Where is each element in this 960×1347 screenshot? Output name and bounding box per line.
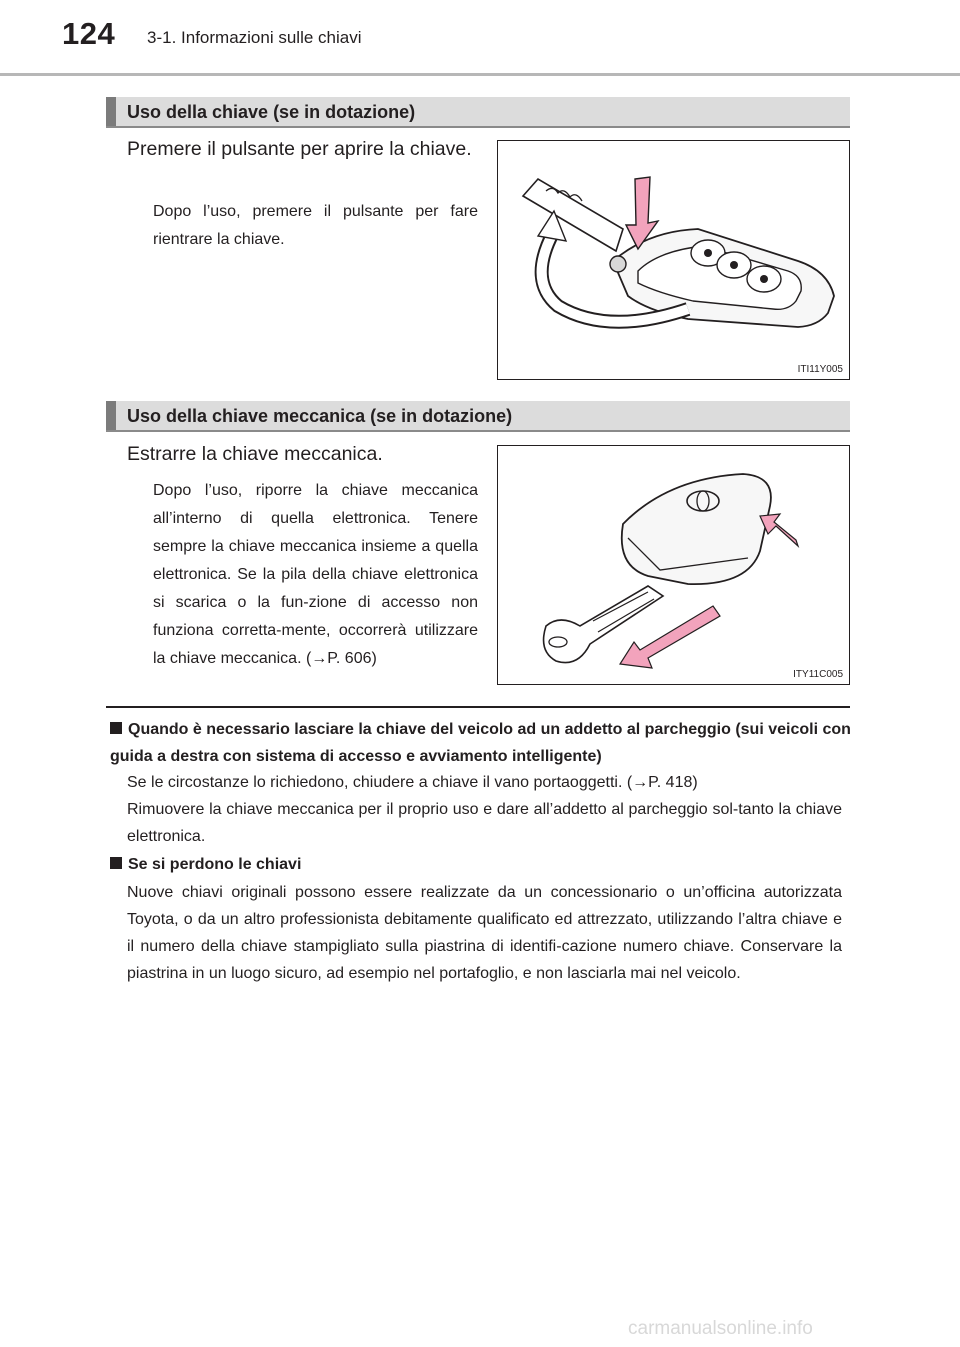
section-title: Uso della chiave (se in dotazione) bbox=[127, 102, 416, 122]
step-note: Dopo l’uso, riporre la chiave meccanica all’interno di quella elettronica. Tenere sempre la chiave meccanica insieme a quella elettronica. Se la pila della chiave elettronica si scarica o la fun-zione di accesso non funziona corretta-mente, occorrerà utilizzare la chiave meccanica. (→P. 606) bbox=[153, 482, 478, 667]
chapter-title: 3-1. Informazioni sulle chiavi bbox=[147, 28, 362, 47]
bullet-square-icon bbox=[110, 722, 122, 734]
figure-code: ITY11C005 bbox=[793, 669, 843, 680]
header-rule bbox=[0, 73, 960, 76]
info-paragraph: Se le circostanze lo richiedono, chiudere a chiave il vano portaoggetti. (→P. 418) bbox=[127, 774, 698, 791]
info-title-valet bbox=[110, 716, 855, 770]
info-title-text: Se si perdono le chiavi bbox=[128, 856, 302, 873]
section-heading-mechanical-key bbox=[106, 401, 850, 432]
mechanical-key-illustration bbox=[498, 446, 851, 686]
bullet-square-icon bbox=[110, 857, 122, 869]
info-paragraph: Rimuovere la chiave meccanica per il proprio uso e dare all’addetto al parcheggio sol-tanto la chiave elettronica. bbox=[127, 801, 842, 845]
page-number: 124 bbox=[62, 16, 116, 51]
section-accent bbox=[106, 401, 116, 430]
figure-code: ITI11Y005 bbox=[797, 364, 843, 375]
flip-key-illustration bbox=[498, 141, 851, 381]
section-title: Uso della chiave meccanica (se in dotazione) bbox=[127, 406, 513, 426]
watermark: carmanualsonline.info bbox=[628, 1318, 813, 1339]
info-title-lost-keys bbox=[110, 851, 855, 878]
info-body-valet bbox=[127, 769, 842, 850]
section-heading-key-use bbox=[106, 97, 850, 128]
info-body-lost-keys bbox=[127, 879, 842, 987]
figure-mechanical-key bbox=[497, 445, 850, 685]
info-paragraph: Nuove chiavi originali possono essere realizzate da un concessionario o un’officina autorizzata Toyota, o da un altro professionista debitamente qualificato ed attrezzato, utilizzando l’altra chiave e il numero della chiave stampigliato sulla piastrina di identifi-cazione numero chiave. Conservare la piastrina in un luogo sicuro, ad esempio nel portafoglio, e non lasciarla mai nel veicolo. bbox=[127, 884, 842, 982]
section-accent bbox=[106, 97, 116, 126]
figure-flip-key bbox=[497, 140, 850, 380]
divider bbox=[106, 706, 850, 708]
step-text: Premere il pulsante per aprire la chiave. bbox=[127, 138, 472, 160]
step-text: Estrarre la chiave meccanica. bbox=[127, 443, 383, 465]
step-note: Dopo l’uso, premere il pulsante per fare rientrare la chiave. bbox=[153, 203, 478, 248]
info-title-text: Quando è necessario lasciare la chiave del veicolo ad un addetto al parcheggio (sui veicoli con guida a destra con sistema di accesso e avviamento intelligente) bbox=[110, 721, 851, 765]
